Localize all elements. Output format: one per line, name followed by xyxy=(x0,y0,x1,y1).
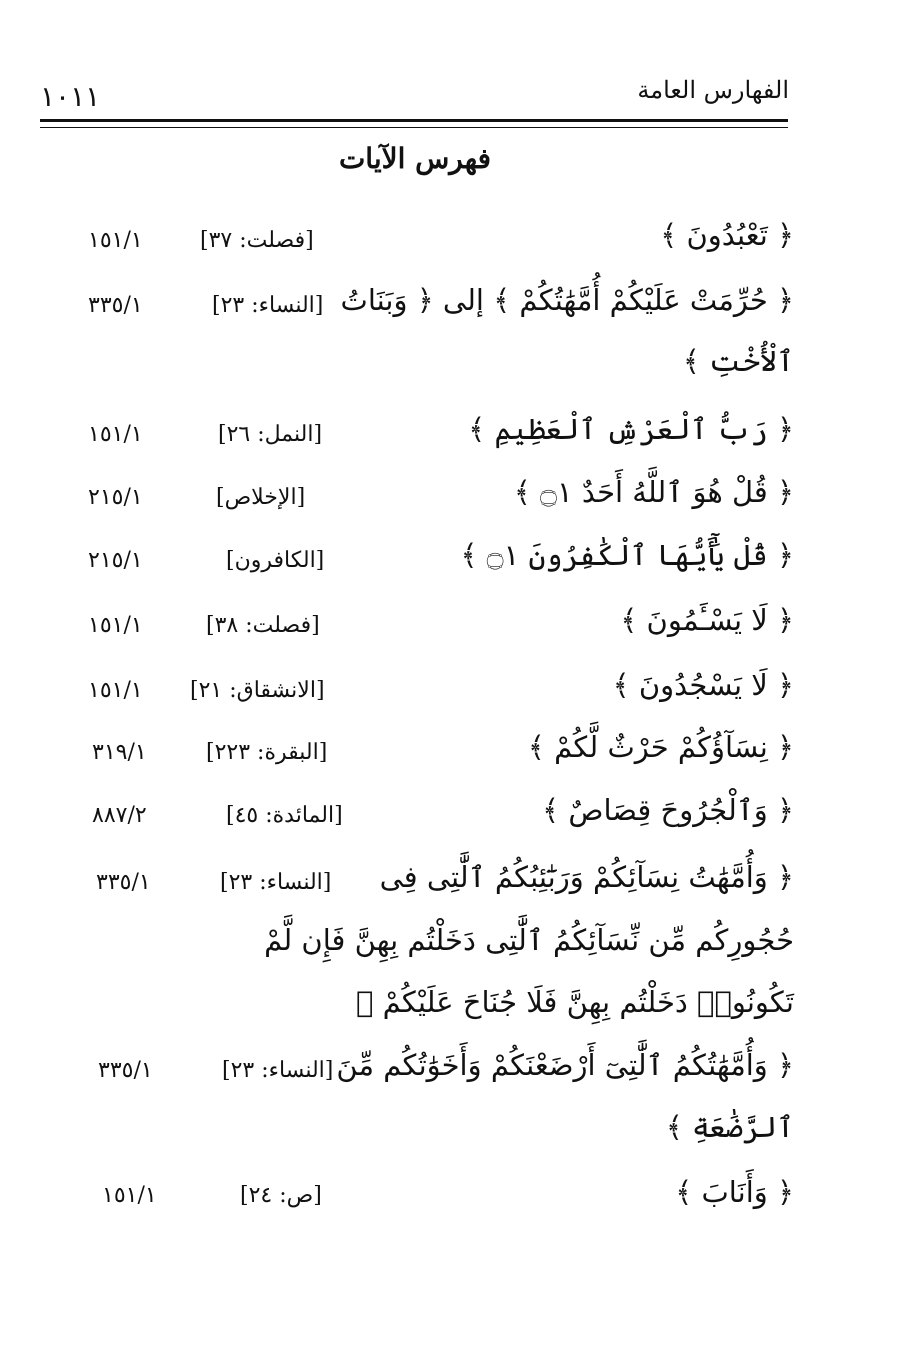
verse-text: ﴿ رَبُّ ٱلْعَرْشِ ٱلْعَظِيمِ ﴾ xyxy=(468,412,794,446)
verse-reference: [ص: ٢٤] xyxy=(240,1183,322,1208)
verse-text: ﴿ تَعْبُدُونَ ﴾ xyxy=(660,218,794,252)
page-reference: ٢١٥/١ xyxy=(88,548,143,573)
page-reference: ١٥١/١ xyxy=(88,422,143,447)
running-head xyxy=(40,70,789,113)
page-reference: ٣١٩/١ xyxy=(92,740,147,765)
page-reference: ١٥١/١ xyxy=(88,678,143,703)
page-reference: ٢١٥/١ xyxy=(88,485,143,510)
verse-continuation: تَكُونُوا۟ دَخَلْتُم بِهِنَّ فَلَا جُنَاحَ عَلَيْكُمْ ﴾ xyxy=(355,985,794,1019)
page-number: ١٠١١ xyxy=(40,80,101,113)
verse-text: ﴿ وَٱلْجُرُوحَ قِصَاصٌ ﴾ xyxy=(542,793,794,827)
verse-text: ﴿ حُرِّمَتْ عَلَيْكُمْ أُمَّهَٰتُكُمْ ﴾ إلى ﴿ وَبَنَاتُ xyxy=(340,283,794,317)
page-reference: ٣٣٥/١ xyxy=(96,870,151,895)
verse-continuation: ٱلرَّضَٰعَةِ ﴾ xyxy=(665,1110,794,1144)
verse-reference: [فصلت: ٣٧] xyxy=(200,228,314,253)
verse-reference: [الإخلاص] xyxy=(216,485,306,510)
verse-text: ﴿ نِسَآؤُكُمْ حَرْثٌ لَّكُمْ ﴾ xyxy=(527,730,794,764)
verse-text: ﴿ وَأُمَّهَٰتُكُمُ ٱلَّٰتِىٓ أَرْضَعْنَكُمْ وَأَخَوَٰتُكُم مِّنَ xyxy=(336,1048,794,1082)
running-title: الفهارس العامة xyxy=(637,76,789,104)
verse-text: ﴿ وَأُمَّهَٰتُ نِسَآئِكُمْ وَرَبَٰٓئِبُكُمُ ٱلَّٰتِى فِى xyxy=(379,860,794,894)
verse-reference: [الكافرون] xyxy=(226,548,325,573)
page-reference: ٣٣٥/١ xyxy=(88,293,143,318)
verse-reference: [النساء: ٢٣] xyxy=(220,870,332,895)
verse-text: ﴿ قُلْ هُوَ ٱللَّهُ أَحَدٌ ۝١ ﴾ xyxy=(513,475,794,509)
verse-continuation: ٱلْأُخْتِ ﴾ xyxy=(682,344,794,378)
verse-reference: [فصلت: ٣٨] xyxy=(206,613,320,638)
verse-continuation: حُجُورِكُم مِّن نِّسَآئِكُمُ ٱلَّٰتِى دَخَلْتُم بِهِنَّ فَإِن لَّمْ xyxy=(264,923,794,957)
page-reference: ٣٣٥/١ xyxy=(98,1058,153,1083)
verse-text: ﴿ لَا يَسْجُدُونَ ﴾ xyxy=(612,668,794,702)
verse-reference: [النساء: ٢٣] xyxy=(212,293,324,318)
verse-reference: [النمل: ٢٦] xyxy=(218,422,323,447)
header-rule-thin xyxy=(40,127,788,128)
page-reference: ١٥١/١ xyxy=(102,1183,157,1208)
header-rule-thick xyxy=(40,119,788,122)
page-reference: ١٥١/١ xyxy=(88,613,143,638)
verse-reference: [النساء: ٢٣] xyxy=(222,1058,334,1083)
section-title: فهرس الآيات xyxy=(338,142,492,175)
verse-reference: [البقرة: ٢٢٣] xyxy=(206,740,328,765)
verse-text: ﴿ وَأَنَابَ ﴾ xyxy=(675,1175,794,1209)
verse-text: ﴿ قُلْ يَٰٓأَيُّهَا ٱلْكَٰفِرُونَ ۝١ ﴾ xyxy=(460,538,794,572)
verse-reference: [المائدة: ٤٥] xyxy=(226,803,343,828)
verse-text: ﴿ لَا يَسْـَٔمُونَ ﴾ xyxy=(620,603,794,637)
verse-reference: [الانشقاق: ٢١] xyxy=(190,678,325,703)
page-reference: ٨٨٧/٢ xyxy=(92,803,147,828)
page-reference: ١٥١/١ xyxy=(88,228,143,253)
